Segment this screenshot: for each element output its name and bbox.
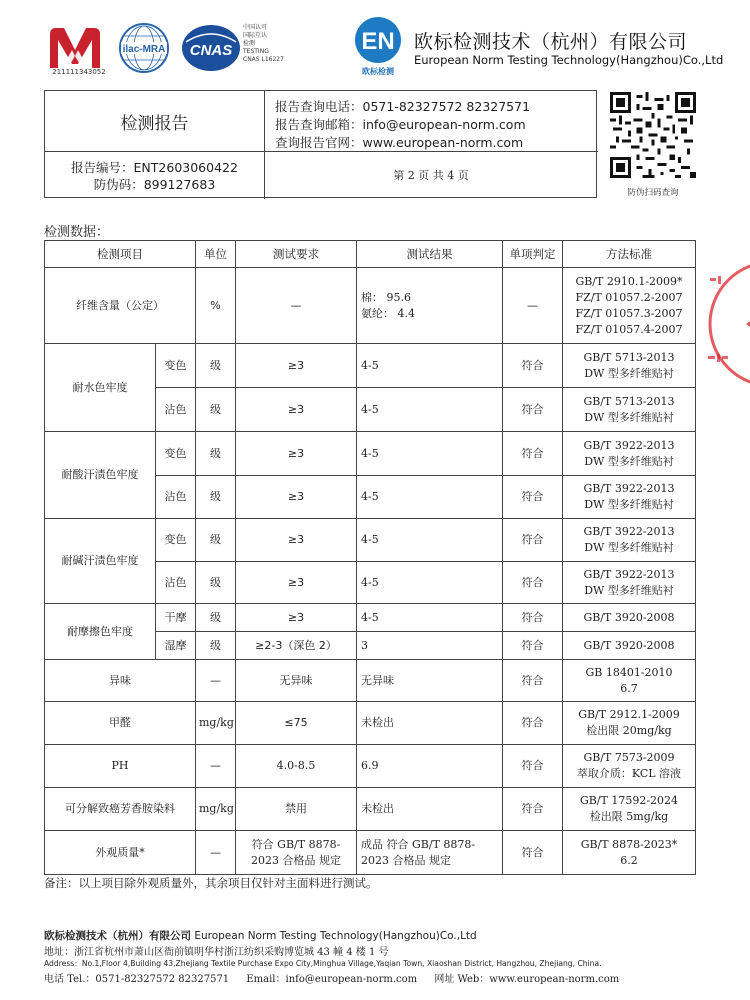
sub-item-cell: 变色 [156,344,196,388]
report-info-box [44,90,597,198]
judge-cell: 符合 [503,702,563,745]
qr-code[interactable] [610,92,696,178]
std-cell [563,388,696,432]
footer-email[interactable]: Email：info@european-norm.com [246,974,418,985]
remark-note: 备注：以上项目除外观质量外，其余项目仅针对主面料进行测试。 [44,876,378,890]
std-line: DW 型多纤维贴衬 [584,583,674,597]
en-logo-caption: 欧标检测 [362,67,394,76]
unit-cell: 级 [196,344,236,388]
result-cell: 未检出 [357,788,503,831]
qr-caption: 防伪扫码查询 [627,188,679,198]
req-cell: ≥3 [236,476,357,519]
test-data-table [44,240,696,875]
judge-cell: 符合 [503,788,563,831]
sub-item-cell: 沾色 [156,388,196,432]
header-judgement: 单项判定 [503,241,563,268]
result-line: 成品 符合 GB/T 8878- [361,837,476,851]
sub-item-cell: 湿摩 [156,632,196,660]
result-line: 2023 合格品 规定 [361,853,451,867]
judge-cell: 符合 [503,432,563,476]
item-cell: 耐水色牢度 [45,344,156,432]
std-cell: GB/T 3920-2008 [563,604,696,632]
req-cell: ≥3 [236,519,357,562]
std-cell [563,831,696,875]
query-website: 查询报告官网：www.european-norm.com [275,135,524,150]
std-line: GB/T 5713-2013 [583,350,675,364]
req-line: 2023 合格品 规定 [251,853,341,867]
req-cell: — [236,268,357,344]
std-cell [563,660,696,702]
cnas-side-line: 中国认可 [243,24,268,31]
req-cell: ≤75 [236,702,357,745]
report-title: 检测报告 [120,114,189,134]
unit-cell: 级 [196,388,236,432]
result-cell: 4-5 [357,476,503,519]
result-line: 氨纶： 4.4 [361,306,415,320]
std-line: DW 型多纤维贴衬 [584,498,674,511]
company-name-cn: 欧标检测技术（杭州）有限公司 [414,31,688,53]
sub-item-cell: 干摩 [156,604,196,632]
page-number: 第 2 页 共 4 页 [393,169,469,182]
footer-address-cn: 地址：浙江省杭州市萧山区衙前镇明华村浙江纺织采购博览城 43 幢 4 楼 1 号 [44,947,389,958]
footer-company [44,928,477,943]
sub-item-cell: 沾色 [156,476,196,519]
header-requirement: 测试要求 [236,241,357,268]
judge-cell: 符合 [503,745,563,788]
report-number: 报告编号：ENT2603060422 [71,160,238,175]
judge-cell: 符合 [503,388,563,432]
red-stamp [700,252,750,402]
table-header-row [45,241,696,268]
footer-tel: 电话 Tel.：0571-82327572 82327571 [44,974,230,985]
std-cell [563,788,696,831]
header-item: 检测项目 [45,241,196,268]
unit-cell: — [196,831,236,875]
judge-cell: 符合 [503,604,563,632]
req-cell: ≥3 [236,432,357,476]
table-row [45,519,696,562]
std-line: DW 型多纤维贴衬 [584,454,674,468]
report-number-block [45,159,264,193]
req-cell: ≥2-3（深色 2） [236,632,357,660]
result-cell: 3 [357,632,503,660]
result-cell: 4-5 [357,519,503,562]
std-line: DW 型多纤维贴衬 [584,541,674,554]
std-line: 检出限 20mg/kg [586,724,672,737]
svg-text:EN: EN [361,28,395,55]
result-line: 棉： 95.6 [361,290,411,304]
item-cell: PH [45,745,196,788]
item-cell: 异味 [45,660,196,702]
result-cell: 未检出 [357,702,503,745]
req-cell: 禁用 [236,788,357,831]
judge-cell: 符合 [503,519,563,562]
unit-cell: 级 [196,632,236,660]
item-cell: 外观质量* [45,831,196,875]
item-cell: 可分解致癌芳香胺染料 [45,788,196,831]
header-unit: 单位 [196,241,236,268]
unit-cell: 级 [196,519,236,562]
footer-contact [44,970,633,985]
result-cell: 4-5 [357,344,503,388]
cnas-side-line: CNAS L16227 [243,56,284,63]
std-line: 检出限 5mg/kg [589,810,669,823]
table-row [45,831,696,875]
std-line: FZ/T 01057.2-2007 [575,290,683,304]
item-cell: 耐碱汗渍色牢度 [45,519,156,604]
std-cell [563,745,696,788]
svg-text:CNAS: CNAS [189,42,233,59]
std-line: DW 型多纤维贴衬 [584,410,674,424]
sub-item-cell: 沾色 [156,562,196,604]
sub-item-cell: 变色 [156,432,196,476]
cnas-side-line: 检测 [243,40,256,47]
std-line: DW 型多纤维贴衬 [584,366,674,380]
query-phone: 报告查询电话：0571-82327572 82327571 [275,99,531,114]
unit-cell: — [196,745,236,788]
cnas-logo [180,22,242,74]
std-cell [563,562,696,604]
table-row [45,432,696,476]
std-line: GB/T 3922-2013 [583,567,675,581]
unit-cell: 级 [196,562,236,604]
item-cell: 耐酸汗渍色牢度 [45,432,156,519]
std-cell [563,476,696,519]
judge-cell: — [503,268,563,344]
table-row [45,788,696,831]
std-line: GB/T 2910.1-2009* [575,274,683,288]
std-line: 萃取介质：KCL 溶液 [576,767,682,780]
unit-cell: 级 [196,432,236,476]
table-row [45,745,696,788]
item-cell: 耐摩擦色牢度 [45,604,156,660]
sub-item-cell: 变色 [156,519,196,562]
std-line: GB/T 17592-2024 [579,794,679,807]
result-cell: 4-5 [357,604,503,632]
query-email: 报告查询邮箱：info@european-norm.com [275,117,526,132]
req-cell: ≥3 [236,562,357,604]
item-cell: 纤维含量（公定） [45,268,196,344]
footer-web[interactable]: 网址 Web：www.european-norm.com [434,974,620,985]
result-cell: 6.9 [357,745,503,788]
std-line: GB/T 7573-2009 [583,751,675,764]
company-name-en: European Norm Testing Technology(Hangzhou)Co.,Ltd [414,53,724,67]
result-cell: 无异味 [357,660,503,702]
table-row [45,604,696,632]
footer-company-en: European Norm Testing Technology(Hangzhou)Co.,Ltd [194,930,477,942]
std-cell [563,702,696,745]
result-cell: 4-5 [357,388,503,432]
std-cell [563,268,696,344]
std-line: GB 18401-2010 [585,665,673,679]
en-logo [352,15,404,65]
result-cell: 4-5 [357,432,503,476]
header-result: 测试结果 [357,241,503,268]
item-cell: 甲醛 [45,702,196,745]
judge-cell: 符合 [503,344,563,388]
std-cell [563,344,696,388]
req-cell: 无异味 [236,660,357,702]
req-line: 符合 GB/T 8878- [251,837,341,851]
result-cell [357,831,503,875]
table-row [45,702,696,745]
ilac-mra-logo [117,22,171,74]
std-line: GB/T 8878-2023* [580,837,678,851]
unit-cell: mg/kg [196,702,236,745]
table-row [45,344,696,388]
judge-cell: 符合 [503,562,563,604]
std-line: GB/T 3922-2013 [583,482,675,495]
result-cell: 4-5 [357,562,503,604]
result-cell [357,268,503,344]
std-line: 6.2 [620,853,638,867]
header-standard: 方法标准 [563,241,696,268]
req-cell [236,831,357,875]
section-title: 检测数据： [44,225,110,240]
judge-cell: 符合 [503,660,563,702]
std-cell: GB/T 3920-2008 [563,632,696,660]
req-cell: ≥3 [236,604,357,632]
std-line: GB/T 3922-2013 [583,525,675,538]
unit-cell: 级 [196,604,236,632]
req-cell: ≥3 [236,344,357,388]
std-line: GB/T 2912.1-2009 [578,708,680,721]
std-cell [563,432,696,476]
table-row [45,268,696,344]
std-line: GB/T 3922-2013 [583,438,675,452]
cnas-side-line: TESTING [243,48,269,55]
footer-company-cn: 欧标检测技术（杭州）有限公司 [44,930,191,942]
cma-code: 211111343052 [52,68,106,76]
footer-address-en: Address：No.1,Floor 4,Building 43,Zhejiang Textile Purchase Expo City,Minghua Village,Yaqian Town, Xiaoshan District, Hangzhou, Zhejiang, China. [44,959,602,968]
judge-cell: 符合 [503,831,563,875]
judge-cell: 符合 [503,632,563,660]
svg-text:ilac-MRA: ilac-MRA [122,44,166,55]
std-line: FZ/T 01057.3-2007 [575,306,683,320]
std-line: FZ/T 01057.4-2007 [575,322,683,336]
std-line: GB/T 5713-2013 [583,394,675,408]
unit-cell: % [196,268,236,344]
std-cell [563,519,696,562]
req-cell: 4.0-8.5 [236,745,357,788]
req-cell: ≥3 [236,388,357,432]
cnas-side-line: 国际互认 [243,32,268,39]
unit-cell: mg/kg [196,788,236,831]
cnas-side-text [243,24,303,64]
table-row [45,660,696,702]
std-line: 6.7 [620,681,638,695]
anti-fake-code: 防伪码：899127683 [93,177,216,192]
judge-cell: 符合 [503,476,563,519]
unit-cell: 级 [196,476,236,519]
unit-cell: — [196,660,236,702]
